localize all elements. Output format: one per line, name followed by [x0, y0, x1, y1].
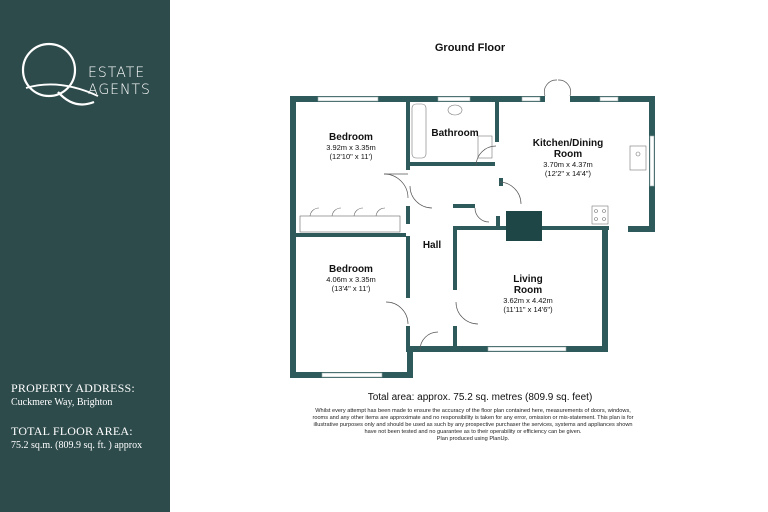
room-name-hall: Hall [422, 240, 442, 251]
room-dim-metric-bedroom-1: 3.92m x 3.35m [326, 143, 376, 152]
room-name-kitchen-line1: Kitchen/Dining [532, 138, 604, 149]
room-name-living-line2: Room [513, 285, 543, 296]
logo-text-estate: ESTATE [88, 65, 146, 81]
total-area: Total area: approx. 75.2 sq. metres (809.9 sq. feet) [367, 392, 593, 403]
floor-area-block [11, 424, 142, 451]
disclaimer-line: have not been tested and no guarantee as to their operability or efficiency can be given. [364, 429, 582, 435]
room-name-bathroom: Bathroom [431, 128, 479, 139]
room-dim-imperial-living: (11'11" x 14'6") [503, 305, 553, 314]
brand-sidebar [0, 0, 170, 512]
property-address: Cuckmere Way, Brighton [11, 397, 113, 408]
room-name-bedroom-1: Bedroom [329, 132, 373, 143]
room-name-kitchen-line2: Room [553, 149, 583, 160]
room-dim-imperial-bedroom-2: (13'4" x 11') [331, 284, 371, 293]
wardrobe [300, 208, 400, 232]
logo-text-agents: AGENTS [88, 82, 151, 98]
disclaimer-line: Whilst every attempt has been made to ensure the accuracy of the floor plan contained here, measurements of doors, windows, [315, 408, 631, 414]
disclaimer-line: illustrative purposes only and should be used as such by any prospective purchaser the services, systems and appliances shown [313, 422, 633, 428]
disclaimer [283, 408, 663, 443]
property-address-block [11, 381, 135, 408]
floor-title: Ground Floor [434, 42, 506, 54]
room-dim-metric-kitchen: 3.70m x 4.37m [543, 160, 593, 169]
floor-area-value: 75.2 sq.m. (809.9 sq. ft. ) approx [11, 440, 143, 451]
disclaimer-line: rooms and any other items are approximate and no responsibility is taken for any error, omission or mis-statement. This plan is for [312, 415, 634, 421]
room-name-living-line1: Living [513, 274, 543, 285]
room-dim-imperial-bedroom-1: (12'10" x 11') [329, 152, 373, 161]
room-dim-metric-living: 3.62m x 4.42m [503, 296, 553, 305]
floor-area-heading: TOTAL FLOOR AREA: [11, 424, 133, 438]
kitchen-fittings [592, 146, 646, 224]
room-dim-metric-bedroom-2: 4.06m x 3.35m [326, 275, 376, 284]
disclaimer-line: Plan produced using PlanUp. [436, 436, 510, 442]
property-address-heading: PROPERTY ADDRESS: [11, 381, 135, 395]
room-dim-imperial-kitchen: (12'2" x 14'4") [544, 169, 592, 178]
floor-plan [270, 66, 670, 396]
room-name-bedroom-2: Bedroom [329, 264, 373, 275]
